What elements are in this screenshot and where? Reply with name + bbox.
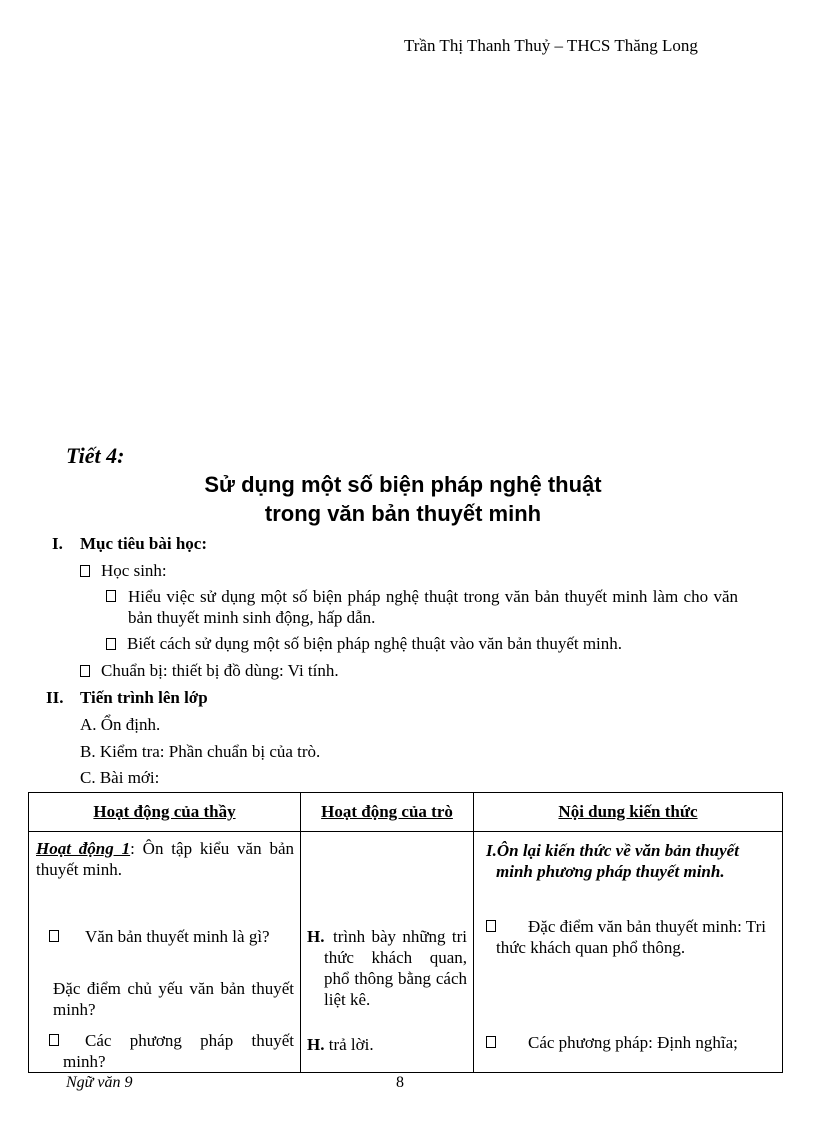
checkbox-bullet-icon <box>80 565 90 577</box>
student-label-item <box>80 561 167 581</box>
section1-numeral: I. <box>52 534 63 553</box>
teacher-question-1 <box>49 926 294 947</box>
table-header-row <box>29 793 783 832</box>
lesson-title-line1: Sử dụng một số biện pháp nghệ thuật <box>204 472 602 497</box>
content-point-2-text: Các phương pháp: Định nghĩa; <box>528 1033 738 1052</box>
step-b: B. Kiểm tra: Phần chuẩn bị của trò. <box>80 742 321 761</box>
checkbox-bullet-icon <box>106 638 116 650</box>
teacher-question-2: Đặc điểm chủ yếu văn bản thuyết minh? <box>53 979 294 1019</box>
teacher-cell <box>29 832 301 1073</box>
student-answer-1-label: H. <box>307 927 325 946</box>
footer-subject: Ngữ văn 9 <box>66 1074 133 1091</box>
header-teacher-activity: Hoạt động của thầy <box>29 793 301 832</box>
activity-1 <box>36 838 294 880</box>
footer-page-number: 8 <box>396 1074 404 1091</box>
activity-1-text: : Ôn tập kiểu văn bản thuyết minh. <box>36 839 294 879</box>
checkbox-bullet-icon <box>49 930 59 942</box>
lesson-title-line2: trong văn bản thuyết minh <box>264 501 542 526</box>
teacher-question-1-text: Văn bản thuyết minh là gì? <box>85 927 270 946</box>
section2-title: Tiến trình lên lớp <box>80 688 208 707</box>
step-c: C. Bài mới: <box>80 768 160 787</box>
step-a: A. Ổn định. <box>80 715 161 734</box>
goal-item-1 <box>106 586 738 628</box>
content-point-1 <box>486 916 776 958</box>
header-student-activity: Hoạt động của trò <box>301 793 474 832</box>
header-knowledge-content: Nội dung kiến thức <box>474 793 783 832</box>
student-answer-1-text: trình bày những tri thức khách quan, phổ thông bằng cách liệt kê. <box>324 927 467 1009</box>
checkbox-bullet-icon <box>486 920 496 932</box>
page-header-author: Trần Thị Thanh Thuỷ – THCS Thăng Long <box>404 36 698 55</box>
student-cell <box>301 832 474 1073</box>
student-label: Học sinh: <box>101 561 167 580</box>
content-point-2 <box>486 1032 776 1053</box>
activity-1-label: Hoạt động 1 <box>36 839 131 858</box>
checkbox-bullet-icon <box>80 665 90 677</box>
goal-2-text: Biết cách sử dụng một số biện pháp nghệ thuật vào văn bản thuyết minh. <box>127 634 623 653</box>
content-point-1-text: Đặc điểm văn bản thuyết minh: Tri thức khách quan phổ thông. <box>496 917 766 957</box>
section1-title: Mục tiêu bài học: <box>80 534 208 553</box>
checkbox-bullet-icon <box>486 1036 496 1048</box>
checkbox-bullet-icon <box>106 590 116 602</box>
checkbox-bullet-icon <box>49 1034 59 1046</box>
section2-numeral: II. <box>46 688 64 707</box>
prep-item <box>80 661 339 681</box>
student-answer-2 <box>307 1034 467 1055</box>
student-answer-2-label: H. <box>307 1035 325 1054</box>
student-answer-2-text: trả lời. <box>328 1035 374 1054</box>
teacher-question-3 <box>49 1030 294 1072</box>
content-cell <box>474 832 783 1073</box>
lesson-plan-table <box>28 792 783 1073</box>
section1-heading <box>52 534 207 554</box>
section2-heading <box>46 688 208 708</box>
prep-text: Chuẩn bị: thiết bị đồ dùng: Vi tính. <box>101 661 339 680</box>
goal-item-2 <box>106 634 622 654</box>
student-answer-1 <box>307 926 467 1010</box>
teacher-question-3-text: Các phương pháp thuyết minh? <box>63 1031 294 1071</box>
table-row <box>29 832 783 1073</box>
lesson-number: Tiết 4: <box>66 443 125 468</box>
goal-1-text: Hiểu việc sử dụng một số biện pháp nghệ thuật trong văn bản thuyết minh làm cho văn bản thuyết minh sinh động, hấp dẫn. <box>128 587 738 627</box>
content-heading: I.Ôn lại kiến thức về văn bản thuyết minh phương pháp thuyết minh. <box>486 841 739 881</box>
